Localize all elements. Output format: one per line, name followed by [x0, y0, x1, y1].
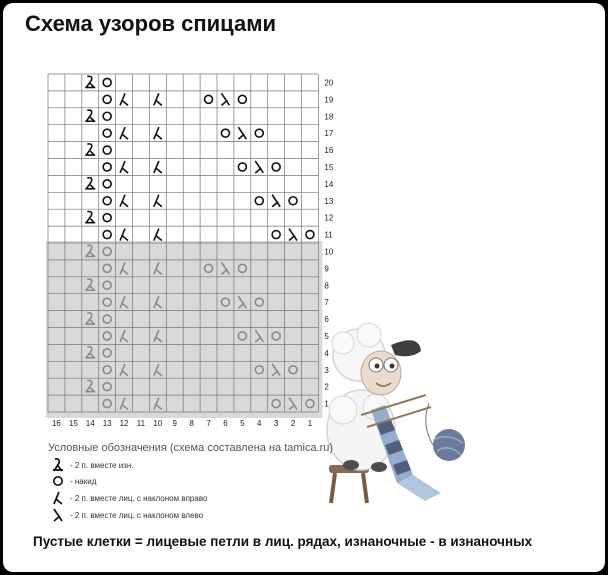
- yarn-over-symbol: [238, 95, 246, 103]
- sheep-knitting-illustration: [321, 315, 471, 505]
- column-label: 16: [51, 419, 61, 428]
- k2tog-right-symbol: [120, 93, 128, 105]
- row-label: 5: [324, 331, 329, 341]
- column-label: 9: [172, 419, 177, 428]
- column-label: 12: [119, 419, 129, 428]
- yarn-over-symbol: [103, 112, 111, 120]
- column-label: 15: [68, 419, 78, 428]
- yarn-over-symbol: [289, 197, 297, 205]
- p2tog-symbol: [85, 76, 95, 87]
- yarn-over-symbol: [255, 197, 263, 205]
- k2tog-left-symbol: [255, 161, 263, 173]
- row-label: 8: [324, 281, 329, 291]
- yarn-over-symbol: [205, 95, 213, 103]
- k2tog-right-symbol: [154, 161, 162, 173]
- column-label: 13: [102, 419, 112, 428]
- yarn-over-symbol: [103, 129, 111, 137]
- k2tog-left-symbol: [272, 195, 280, 207]
- row-label: 16: [324, 146, 334, 156]
- k2tog-left-symbol: [238, 127, 246, 139]
- row-label: 13: [324, 196, 334, 206]
- p2tog-symbol: [85, 110, 95, 121]
- legend-item-yo: [50, 474, 96, 488]
- legend-text-p2tog: - 2 п. вместе изн.: [70, 460, 134, 470]
- row-label: 18: [324, 112, 334, 122]
- yarn-over-symbol: [306, 231, 314, 239]
- legend-heading: Условные обозначения (схема составлена на tamica.ru): [48, 442, 334, 454]
- yarn-over-symbol: [255, 129, 263, 137]
- p2tog-symbol: [85, 144, 95, 155]
- k2tog-right-symbol: [154, 195, 162, 207]
- row-label: 1: [324, 399, 329, 409]
- yarn-over-symbol: [221, 129, 229, 137]
- k2tog-right-symbol: [154, 127, 162, 139]
- row-label: 15: [324, 162, 334, 172]
- legend-item-k2tog-right: [50, 491, 207, 505]
- k2tog-right-symbol: [120, 161, 128, 173]
- k2tog-left-symbol-icon: [50, 508, 66, 522]
- legend-text-yo: - накид: [70, 476, 97, 486]
- column-label: 8: [189, 419, 194, 428]
- yarn-over-symbol: [103, 197, 111, 205]
- p2tog-symbol-icon: [50, 458, 66, 472]
- column-label: 4: [257, 419, 262, 428]
- row-label: 2: [324, 382, 329, 392]
- row-label: 19: [324, 95, 334, 105]
- yarn-over-symbol-icon: [50, 474, 66, 488]
- k2tog-right-symbol: [120, 229, 128, 241]
- k2tog-right-symbol-icon: [50, 491, 66, 505]
- yarn-over-symbol: [103, 231, 111, 239]
- row-label: 6: [324, 315, 329, 325]
- yarn-over-symbol: [103, 95, 111, 103]
- legend-text-k2tog-right: - 2 п. вместе лиц. с наклоном вправо: [70, 493, 208, 503]
- column-label: 1: [307, 419, 313, 428]
- yarn-over-symbol: [103, 163, 111, 171]
- column-label: 2: [290, 419, 296, 428]
- column-label: 10: [153, 419, 163, 428]
- row-label: 4: [324, 348, 329, 358]
- row-label: 12: [324, 213, 334, 223]
- k2tog-right-symbol: [120, 195, 128, 207]
- column-label: 11: [136, 419, 146, 428]
- yarn-over-symbol: [272, 231, 280, 239]
- k2tog-right-symbol: [154, 93, 162, 105]
- row-label: 9: [324, 264, 329, 274]
- footer-note: Пустые клетки = лицевые петли в лиц. рядах, изнаночные - в изнаночных: [33, 534, 533, 549]
- yarn-over-symbol: [272, 163, 280, 171]
- row-label: 3: [324, 365, 329, 375]
- p2tog-symbol: [85, 211, 95, 222]
- column-label: 14: [85, 419, 95, 428]
- yarn-over-symbol: [103, 214, 111, 222]
- yarn-over-symbol: [103, 180, 111, 188]
- legend-item-p2tog: [50, 458, 133, 472]
- k2tog-left-symbol: [289, 229, 297, 241]
- row-label: 11: [324, 230, 333, 240]
- k2tog-right-symbol: [120, 127, 128, 139]
- row-label: 10: [324, 247, 334, 257]
- row-label: 20: [324, 78, 334, 88]
- legend-item-k2tog-left: [50, 508, 203, 522]
- page-title: Схема узоров спицами: [25, 11, 277, 36]
- yarn-over-symbol: [103, 146, 111, 154]
- column-label: 3: [273, 419, 279, 428]
- pattern-card: [3, 3, 605, 572]
- column-label: 6: [223, 419, 228, 428]
- legend-text-k2tog-left: - 2 п. вместе лиц. с наклоном влево: [70, 510, 204, 520]
- k2tog-left-symbol: [221, 93, 229, 105]
- p2tog-symbol: [85, 178, 95, 189]
- column-label: 7: [206, 419, 211, 428]
- row-label: 7: [324, 298, 329, 308]
- yarn-over-symbol: [238, 163, 246, 171]
- column-label: 5: [240, 419, 245, 428]
- row-label: 14: [324, 179, 334, 189]
- k2tog-right-symbol: [154, 229, 162, 241]
- row-label: 17: [324, 129, 334, 139]
- yarn-over-symbol: [103, 78, 111, 86]
